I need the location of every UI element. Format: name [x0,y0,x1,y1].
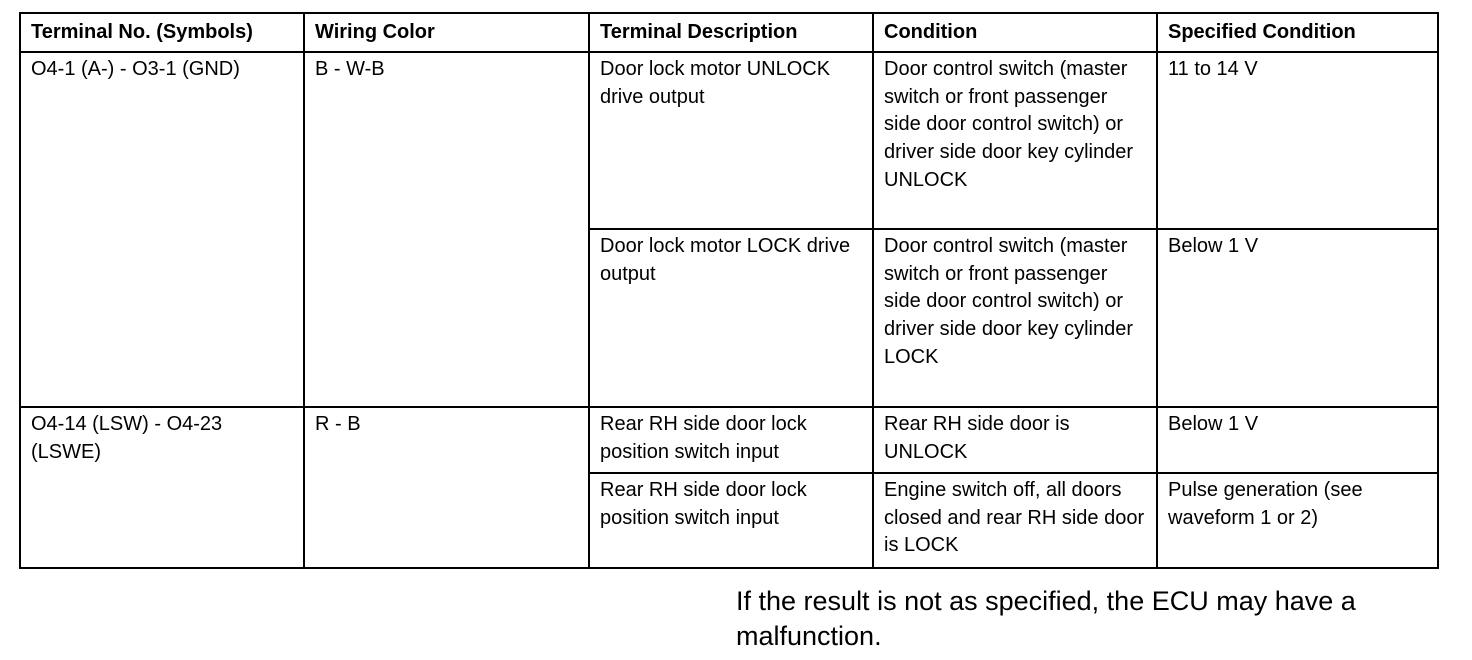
terminal-cell: O4-14 (LSW) - O4-23 (LSWE) [20,407,304,568]
table-row [20,52,1438,229]
header-wiring-color: Wiring Color [304,13,589,52]
header-terminal-description: Terminal Description [589,13,873,52]
specified-condition-cell: Below 1 V [1157,229,1438,407]
condition-cell: Door control switch (master switch or front passenger side door control switch) or driver side door key cylinder LOCK [873,229,1157,407]
table-row [20,407,1438,473]
description-cell: Rear RH side door lock position switch input [589,473,873,568]
specified-condition-cell: 11 to 14 V [1157,52,1438,229]
table-header-row [20,13,1438,52]
header-terminal-no: Terminal No. (Symbols) [20,13,304,52]
condition-cell: Rear RH side door is UNLOCK [873,407,1157,473]
description-cell: Door lock motor UNLOCK drive output [589,52,873,229]
wiring-color-cell: R - B [304,407,589,568]
header-condition: Condition [873,13,1157,52]
description-cell: Door lock motor LOCK drive output [589,229,873,407]
specified-condition-cell: Pulse generation (see waveform 1 or 2) [1157,473,1438,568]
condition-cell: Door control switch (master switch or front passenger side door control switch) or driver side door key cylinder UNLOCK [873,52,1157,229]
terminal-spec-table [19,12,1439,569]
wiring-color-cell: B - W-B [304,52,589,407]
malfunction-note: If the result is not as specified, the ECU may have a malfunction. [736,586,1356,651]
condition-cell: Engine switch off, all doors closed and rear RH side door is LOCK [873,473,1157,568]
description-cell: Rear RH side door lock position switch input [589,407,873,473]
header-specified-condition: Specified Condition [1157,13,1438,52]
terminal-cell: O4-1 (A-) - O3-1 (GND) [20,52,304,407]
specified-condition-cell: Below 1 V [1157,407,1438,473]
